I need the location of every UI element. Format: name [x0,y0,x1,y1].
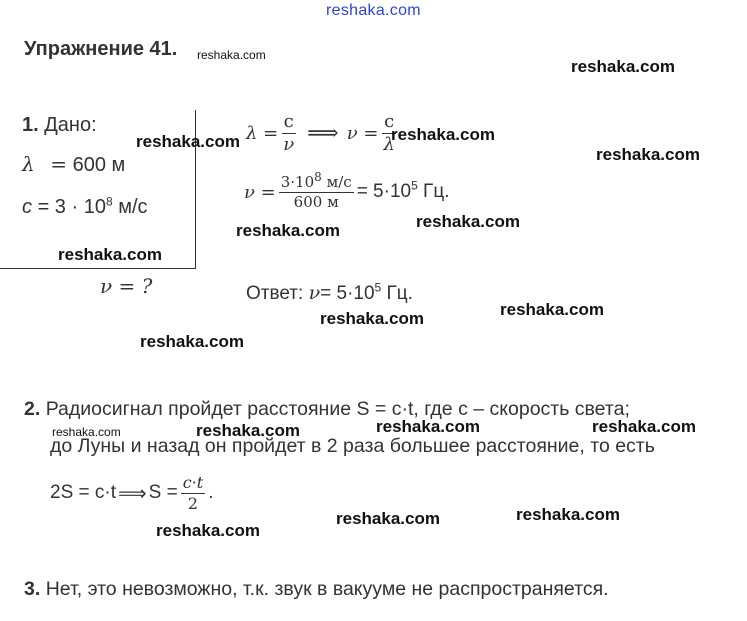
problem-3-text: Нет, это невозможно, т.к. звук в вакууме не распространяется. [45,578,609,600]
formula-1-num-2: c [384,111,395,132]
problem-3-number: 3. [24,578,41,600]
watermark: reshaka.com [592,417,696,436]
watermark: reshaka.com [58,245,162,264]
formula-1-den-2: λ [383,133,395,155]
formula-2-num [279,170,354,193]
watermark: reshaka.com [156,521,260,540]
problem-2-formula [50,474,214,512]
formula-3-frac [181,474,205,512]
lambda-eq: = [50,152,68,176]
problem-2-text-1: Радиосигнал пройдет расстояние S = c·t, где c – скорость света; [45,398,630,420]
lambda-value: 600 м [72,154,126,176]
formula-2-res-exp: 5 [411,178,418,193]
c-value: = 3 · 10 [37,196,106,218]
formula-2 [244,170,450,211]
watermark: reshaka.com [196,421,300,440]
given-label: Дано: [44,114,97,136]
answer [246,282,413,305]
c-unit: м/с [118,196,148,218]
problem-2-line-2: до Луны и назад он пройдет в 2 раза большее расстояние, то есть [50,435,655,457]
watermark: reshaka.com [571,57,675,76]
answer-unit: Гц. [381,283,413,304]
formula-1-num: c [283,111,294,132]
given-c [22,196,148,219]
implies-arrow-icon: ⟹ [307,120,339,146]
formula-3-den: 2 [187,493,199,513]
formula-1 [246,112,400,155]
formula-3-end: . [208,482,214,504]
watermark: reshaka.com [52,425,121,439]
watermark: reshaka.com [516,505,620,524]
formula-2-num-unit: м/с [321,173,352,191]
c-exponent: 8 [105,194,113,209]
formula-3-num: c·t [182,473,204,492]
formula-2-num-base: 3·10 [280,173,315,191]
given-box-bottom-border [0,268,196,269]
given-lambda [22,152,125,177]
watermark: reshaka.com [391,125,495,144]
problem-3 [24,578,609,601]
watermark: reshaka.com [336,509,440,528]
formula-2-lhs: ν = [244,181,276,203]
formula-3-mid: S = [148,482,178,504]
formula-1-lhs: λ = [246,122,279,144]
formula-2-result [356,178,450,203]
problem-2-line-1 [24,398,630,421]
problem-1-number: 1. [22,114,39,136]
problem-1-given [22,114,97,137]
watermark: reshaka.com [500,300,604,319]
answer-label: Ответ: [246,283,304,304]
watermark: reshaka.com [236,221,340,240]
formula-1-rhs: ν = [346,122,379,144]
answer-value: = 5·10 [320,283,375,304]
watermark: reshaka.com [596,145,700,164]
watermark: reshaka.com [197,48,266,62]
formula-2-res-unit: Гц. [417,181,450,202]
watermark: reshaka.com [140,332,244,351]
formula-1-den: ν [283,133,295,155]
formula-2-res-base: = 5·10 [356,181,412,202]
formula-2-num-exp: 8 [314,170,322,184]
c-symbol: c [22,196,32,218]
formula-3-lhs: 2S = c·t [50,482,116,504]
implies-arrow-icon: ⟹ [118,482,147,505]
answer-exponent: 5 [374,280,382,295]
find-nu: ν = ? [100,274,153,298]
formula-1-frac-1 [281,112,296,155]
problem-2-number: 2. [24,398,41,420]
answer-symbol: ν [308,282,321,304]
watermark: reshaka.com [416,212,520,231]
watermark: reshaka.com [376,417,480,436]
watermark: reshaka.com [136,132,240,151]
formula-2-den: 600 м [293,192,339,211]
exercise-title: Упражнение 41. [24,38,178,60]
lambda-symbol: λ [22,152,35,176]
site-header: reshaka.com [326,2,421,19]
formula-2-frac [279,170,354,211]
watermark: reshaka.com [320,309,424,328]
